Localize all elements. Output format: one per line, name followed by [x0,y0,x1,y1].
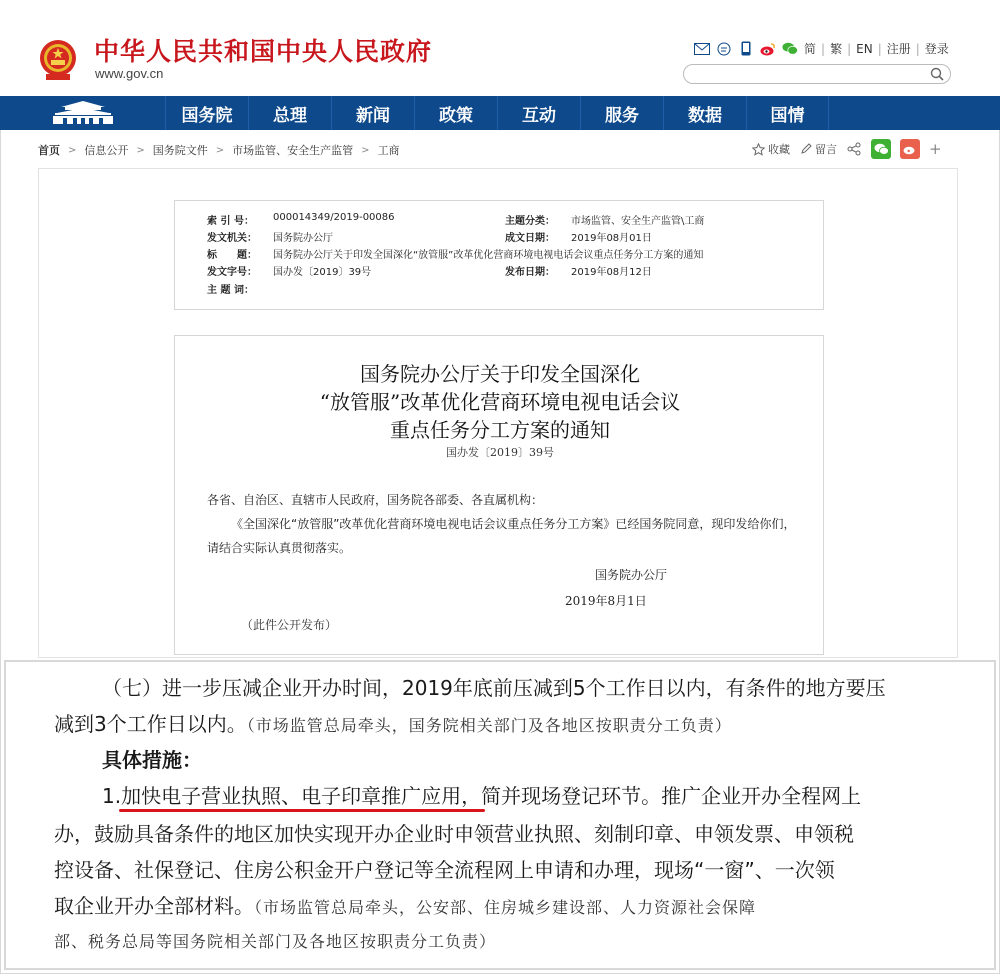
page-tools [752,139,942,159]
national-emblem-icon[interactable] [38,38,78,82]
divider: | [821,41,826,56]
excerpt-heading: 具体措施： [102,748,202,772]
search-icon[interactable] [930,67,944,81]
weibo-icon [903,143,917,155]
favorite-label: 收藏 [768,143,790,156]
breadcrumb-bar [0,130,1000,168]
meta-issuer-value: 国务院办公厅 [273,233,333,244]
nav-item-premier[interactable]: 总理 [248,96,331,130]
nav-item-news[interactable]: 新闻 [331,96,414,130]
meta-title-value: 国务院办公厅关于印发全国深化“放管服”改革优化营商环境电视电话会议重点任务分工方案的通知 [273,250,704,261]
chevron-right-icon: > [361,144,370,156]
chevron-right-icon: > [136,144,145,156]
nav-item-interaction[interactable]: 互动 [497,96,580,130]
site-url[interactable]: www.gov.cn [95,66,164,81]
document-title [175,360,825,444]
meta-docno-value: 国办发〔2019〕39号 [273,267,372,278]
nav-item-policy[interactable]: 政策 [414,96,497,130]
nav-item-state-council[interactable]: 国务院 [165,96,248,130]
site-header [0,0,1000,96]
nav-item-data[interactable]: 数据 [663,96,746,130]
highlighted-excerpt [4,660,996,970]
mail-icon[interactable] [694,41,710,57]
chevron-right-icon: > [68,144,77,156]
share-button[interactable] [847,142,861,156]
tiananmen-icon [47,100,119,126]
star-icon [752,143,765,156]
excerpt-line: 控设备、社保登记、住房公积金开户登记等全流程网上申请和办理，现场“一窗”、一次领 [54,858,835,882]
lang-traditional-link[interactable]: 繁 [830,42,843,56]
chevron-right-icon: > [215,144,225,156]
nav-item-services[interactable]: 服务 [580,96,663,130]
excerpt-line [54,708,954,737]
search-input[interactable] [694,67,934,85]
share-icon [847,142,861,156]
favorite-button[interactable] [752,141,790,157]
document-signer: 国务院办公厅 [595,568,668,582]
comment-label: 留言 [815,143,837,156]
meta-topic-label: 主题分类： [505,216,555,227]
site-title[interactable]: 中华人民共和国中央人民政府 [94,37,433,66]
meta-publish-label: 发布日期： [505,267,555,278]
breadcrumb-market-supervision[interactable]: 市场监管、安全生产监管 [232,144,354,157]
excerpt-text: 减到3个工作日以内。 [54,712,247,736]
share-wechat-button[interactable] [871,139,891,159]
excerpt-responsibility: （市场监管总局牵头，公安部、住房城乡建设部、人力资源社会保障 [254,898,757,917]
meta-index-value: 000014349/2019-00086 [273,212,395,223]
more-share-icon[interactable]: + [929,140,942,158]
excerpt-responsibility: 部、税务总局等国务院相关部门及各地区按职责分工负责） [54,932,497,951]
meta-written-value: 2019年08月01日 [571,233,652,244]
document-number: 国办发〔2019〕39号 [446,446,554,459]
document-title-line: 重点任务分工方案的通知 [390,418,610,442]
meta-publish-value: 2019年08月12日 [571,267,652,278]
breadcrumb-industry-commerce[interactable]: 工商 [377,144,400,157]
wechat-icon[interactable] [782,41,798,57]
excerpt-underlined-text: 加快电子营业执照、电子印章推广应用， [121,784,482,808]
lang-simplified-link[interactable]: 简 [804,42,817,56]
weibo-icon[interactable] [760,41,776,57]
document-date: 2019年8月1日 [565,594,647,608]
excerpt-line: 办，鼓励具备条件的地区加快实现开办企业时申领营业执照、刻制印章、申领发票、申领税 [54,822,854,846]
wechat-icon [874,143,889,155]
pencil-icon [800,143,812,155]
excerpt-line [54,928,954,952]
meta-written-label: 成文日期： [505,233,555,244]
excerpt-line [54,890,954,919]
mobile-icon[interactable] [738,41,754,57]
excerpt-text: 取企业开办全部材料。 [54,894,254,918]
document-title-line: 国务院办公厅关于印发全国深化 [360,362,640,386]
excerpt-line: （七）进一步压减企业开办时间，2019年底前压减到5个工作日以内，有条件的地方要压 [102,676,886,700]
meta-topic-value: 市场监管、安全生产监管\工商 [571,216,705,227]
excerpt-item-number: 1. [102,784,122,808]
document-salutation: 各省、自治区、直辖市人民政府，国务院各部委、各直属机构： [207,493,544,507]
top-links [694,40,949,57]
document-title-line: “放管服”改革优化营商环境电视电话会议 [319,390,681,414]
meta-issuer-label: 发文机关： [207,233,257,244]
document-paragraph: 《全国深化“放管服”改革优化营商环境电视电话会议重点任务分工方案》已经国务院同意，现印发给你们，请结合实际认真贯彻落实。 [207,517,796,555]
breadcrumb-info-disclosure[interactable]: 信息公开 [84,144,129,157]
nav-home-logo[interactable] [0,96,165,130]
meta-docno-label: 发文字号： [207,267,257,278]
nav-item-national-info[interactable]: 国情 [746,96,829,130]
excerpt-responsibility: （市场监管总局牵头，国务院相关部门及各地区按职责分工负责） [246,716,732,735]
message-icon[interactable] [716,41,732,57]
divider: | [915,41,920,56]
divider: | [847,41,852,56]
excerpt-line [102,780,1000,809]
breadcrumb-state-council-docs[interactable]: 国务院文件 [152,144,208,157]
meta-title-label: 标 题： [207,250,257,261]
main-nav [0,96,1000,130]
document-metadata-table [174,200,824,310]
document-text [207,488,807,560]
excerpt-text: 简并现场登记环节。推广企业开办全程网上 [481,784,862,808]
search-box [683,64,951,84]
login-link[interactable]: 登录 [924,42,949,56]
share-weibo-button[interactable] [900,139,920,159]
meta-keywords-label: 主 题 词： [207,285,254,296]
register-link[interactable]: 注册 [886,42,911,56]
comment-button[interactable] [800,141,837,157]
document-note: （此件公开发布） [241,618,338,632]
divider: | [877,41,882,56]
lang-english-link[interactable]: EN [856,41,873,56]
breadcrumb-home[interactable]: 首页 [38,144,60,157]
document-body [174,335,824,655]
breadcrumb [38,142,400,158]
meta-index-label: 索 引 号： [207,216,254,227]
